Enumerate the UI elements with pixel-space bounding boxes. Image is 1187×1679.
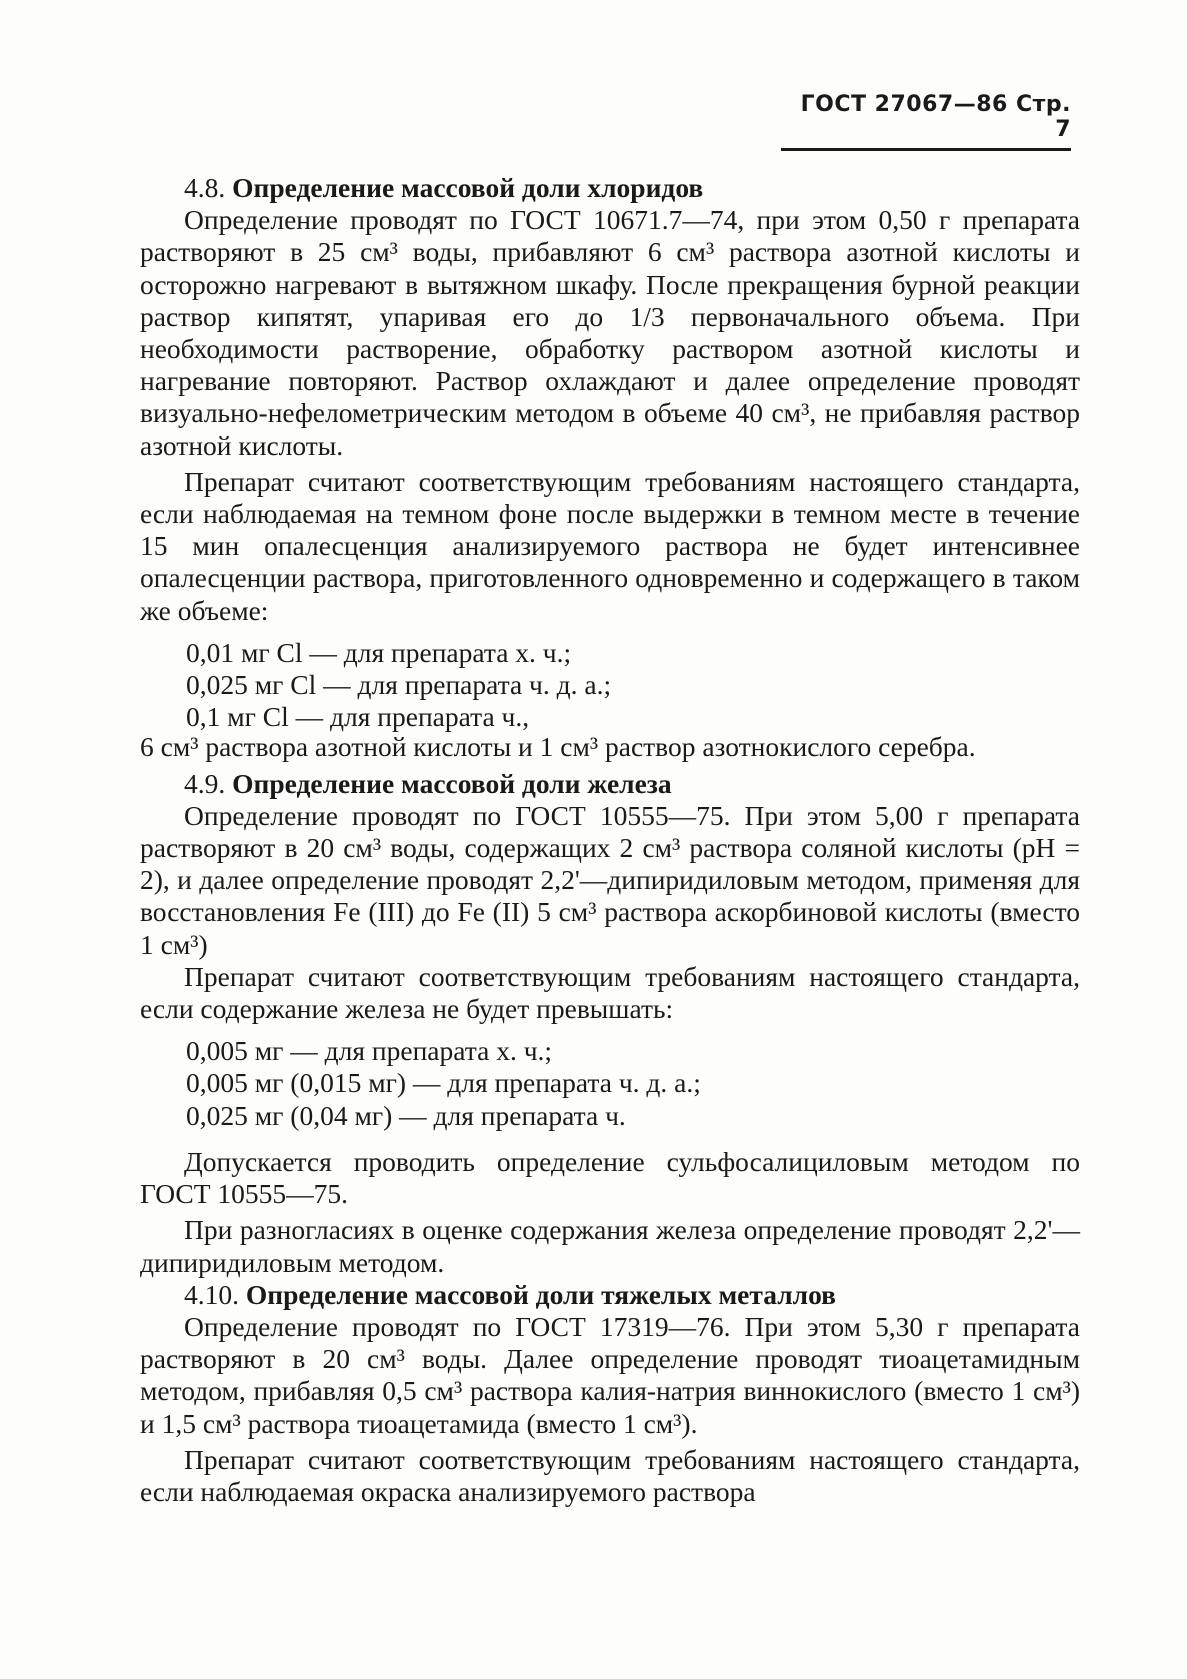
page-content: [140, 172, 1080, 1508]
section-title: Определение массовой доли железа: [232, 767, 672, 799]
section-heading-4-10: [140, 1279, 1080, 1311]
limits-list: [140, 1035, 1080, 1132]
paragraph: 6 см³ раствора азотной кислоты и 1 см³ раствор азотнокислого серебра.: [140, 731, 976, 763]
paragraph: Препарат считают соответствующим требованиям настоящего стандарта, если наблюдаемая окраска анализируемого раствора: [140, 1443, 1080, 1507]
paragraph: Препарат считают соответствующим требованиям настоящего стандарта, если наблюдаемая на темном фоне после выдержки в темном месте в течение 15 мин опалесценция анализируемого раствора не будет интенсивнее опалесценции раствора, приготовленного одновременно и содержащего в таком же объеме:: [140, 465, 1080, 626]
paragraph: Определение проводят по ГОСТ 10555—75. При этом 5,00 г препарата растворяют в 20 см³ воды, содержащих 2 см³ раствора соляной кислоты (pH = 2), и далее определение проводят 2,2'—дипиридиловым методом, применяя для восстановления Fe (III) до Fe (II) 5 см³ раствора аскорбиновой кислоты (вместо 1 см³): [140, 799, 1080, 960]
paragraph: Препарат считают соответствующим требованиям настоящего стандарта, если содержание железа не будет превышать:: [140, 960, 1080, 1025]
section-title: Определение массовой доли хлоридов: [232, 172, 704, 203]
list-item: 0,005 мг (0,015 мг) — для препарата ч. д. а.;: [186, 1067, 701, 1099]
list-item: 0,005 мг — для препарата х. ч.;: [186, 1035, 553, 1067]
running-header: ГОСТ 27067—86 Стр. 7: [781, 92, 1071, 151]
paragraph: Допускается проводить определение сульфосалициловым методом по ГОСТ 10555—75.: [140, 1145, 1080, 1210]
list-item: 0,1 мг Cl — для препарата ч.,: [186, 701, 530, 733]
section-number: 4.9.: [184, 767, 226, 799]
paragraph: При разногласиях в оценке содержания железа определение проводят 2,2'—дипиридиловым методом.: [140, 1214, 1080, 1278]
section-title: Определение массовой доли тяжелых металлов: [245, 1278, 836, 1310]
limits-list: [140, 637, 1080, 734]
section-number: 4.8.: [184, 172, 226, 203]
paragraph: Определение проводят по ГОСТ 10671.7—74, при этом 0,50 г препарата растворяют в 25 см³ воды, прибавляют 6 см³ раствора азотной кислоты и осторожно нагревают в вытяжном шкафу. После прекращения бурной реакции раствор кипятят, упаривая его до 1/3 первоначального объема. При необходимости растворение, обработку раствором азотной кислоты и нагревание повторяют. Раствор охлаждают и далее определение проводят визуально-нефелометрическим методом в объеме 40 см³, не прибавляя раствор азотной кислоты.: [140, 204, 1080, 461]
section-heading-4-8: [140, 172, 1080, 204]
list-item: 0,025 мг (0,04 мг) — для препарата ч.: [186, 1099, 626, 1131]
list-item: 0,025 мг Cl — для препарата ч. д. а.;: [186, 669, 612, 701]
section-number: 4.10.: [184, 1278, 239, 1310]
paragraph: Определение проводят по ГОСТ 17319—76. При этом 5,30 г препарата растворяют в 20 см³ воды. Далее определение проводят тиоацетамидным методом, прибавляя 0,5 см³ раствора калия-натрия виннокислого (вместо 1 см³) и 1,5 см³ раствора тиоацетамида (вместо 1 см³).: [140, 1310, 1080, 1439]
list-item: 0,01 мг Cl — для препарата х. ч.;: [186, 636, 572, 668]
section-heading-4-9: [140, 768, 1080, 800]
